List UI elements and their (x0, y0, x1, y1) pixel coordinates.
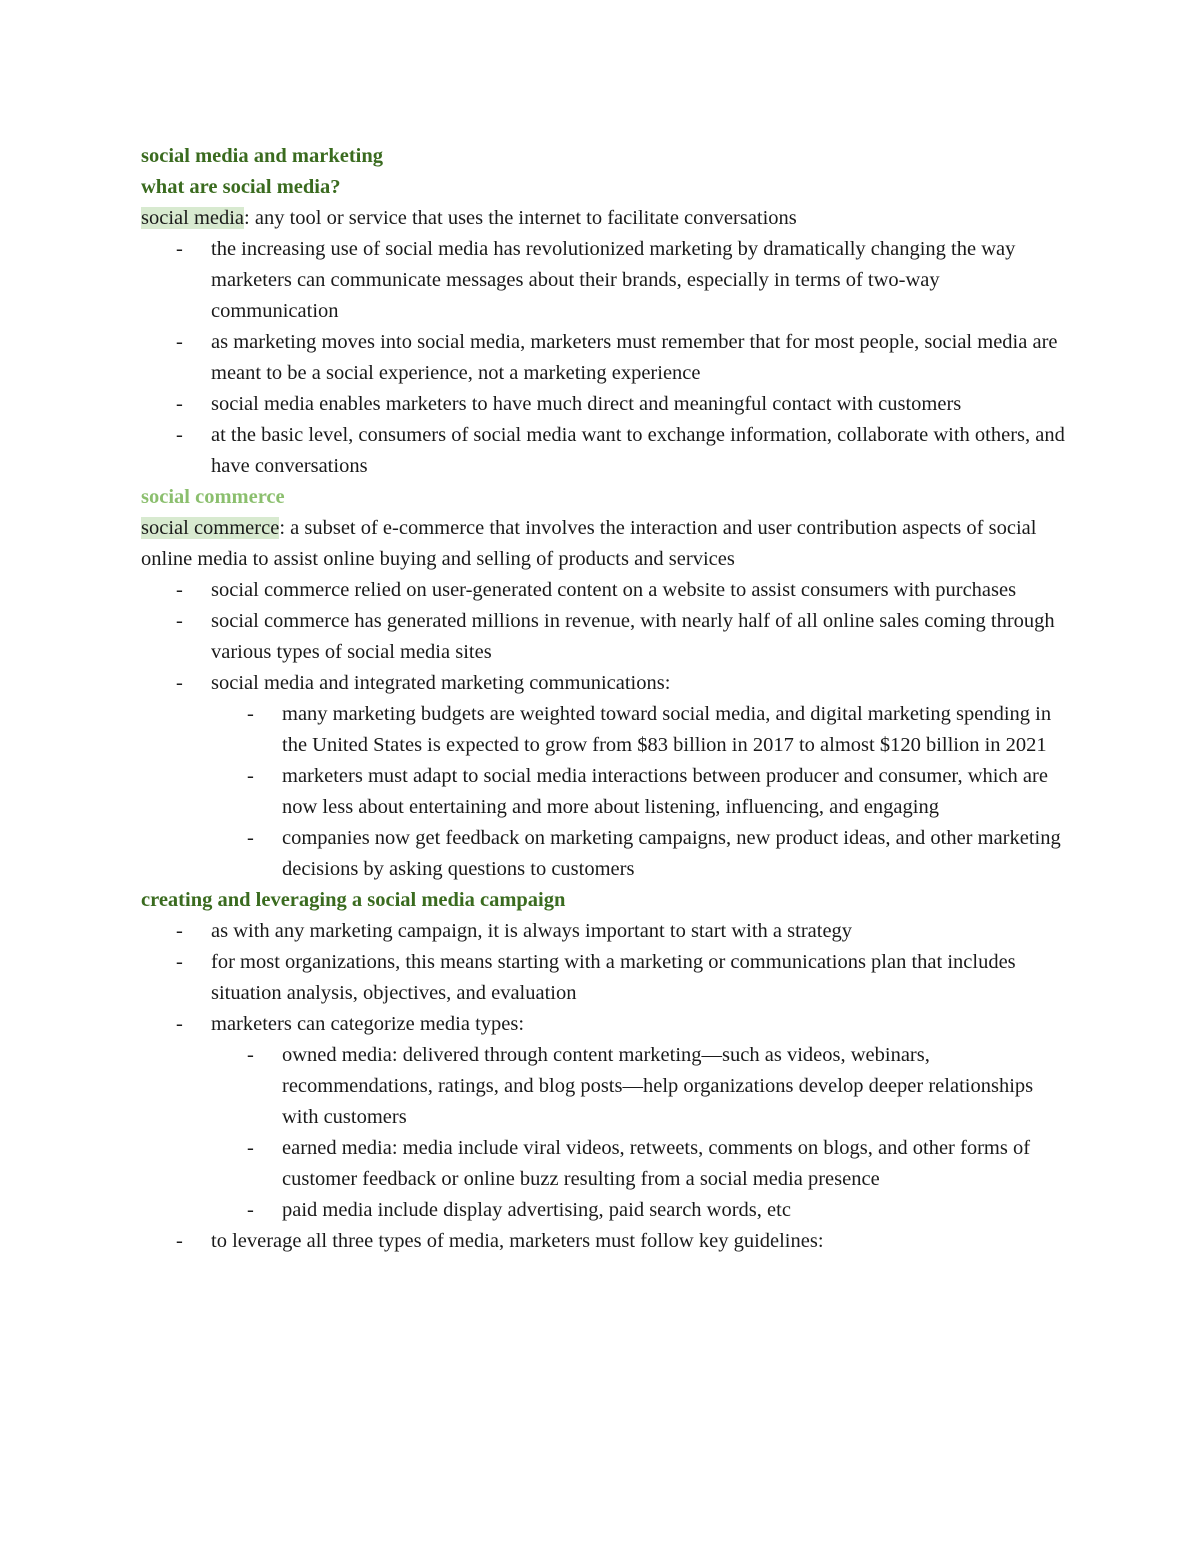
highlighted-term: social media (141, 207, 245, 229)
list-item (141, 327, 1071, 389)
dash-marker: - (176, 424, 183, 446)
list-item-text: social media enables marketers to have much direct and meaningful contact with customers (211, 393, 962, 415)
dash-marker: - (247, 1199, 254, 1221)
section-heading-campaign: creating and leveraging a social media campaign (141, 889, 566, 911)
list-item-text: the increasing use of social media has revolutionized marketing by dramatically changing the way marketers can communicate messages about their brands, especially in terms of two-way communication (211, 238, 1016, 322)
list-item (141, 606, 1071, 668)
list-item-text: companies now get feedback on marketing campaigns, new product ideas, and other marketing decisions by asking questions to customers (282, 827, 1061, 880)
list-item (141, 389, 1071, 420)
list-item (141, 947, 1071, 1009)
section-heading-social-media: what are social media? (141, 176, 341, 198)
definition-text: : a subset of e-commerce that involves the interaction and user contribution aspects of social online media to assist online buying and selling of products and services (141, 517, 1037, 570)
dash-marker: - (176, 610, 183, 632)
dash-marker: - (247, 1137, 254, 1159)
sub-list-item (141, 1040, 1071, 1133)
definition-social-media (141, 203, 1071, 234)
dash-marker: - (176, 331, 183, 353)
dash-marker: - (176, 238, 183, 260)
dash-marker: - (176, 579, 183, 601)
sub-list-item (141, 1195, 1071, 1226)
list-item (141, 1009, 1071, 1040)
list-item-text: paid media include display advertising, paid search words, etc (282, 1199, 791, 1221)
list-item (141, 1226, 1071, 1257)
list-item (141, 575, 1071, 606)
list-item-text: marketers can categorize media types: (211, 1013, 525, 1035)
list-item-text: owned media: delivered through content marketing—such as videos, webinars, recommendations, ratings, and blog posts—help organizations develop deeper relationships with customers (282, 1044, 1034, 1128)
sub-list-item (141, 761, 1071, 823)
list-item (141, 234, 1071, 327)
list-item (141, 668, 1071, 699)
list-item-text: many marketing budgets are weighted toward social media, and digital marketing spending in the United States is expected to grow from $83 billion in 2017 to almost $120 billion in 2021 (282, 703, 1052, 756)
dash-marker: - (176, 1230, 183, 1252)
list-item-text: marketers must adapt to social media interactions between producer and consumer, which are now less about entertaining and more about listening, influencing, and engaging (282, 765, 1048, 818)
dash-marker: - (176, 951, 183, 973)
bullet-list (141, 234, 1071, 482)
dash-marker: - (247, 827, 254, 849)
highlighted-term: social commerce (141, 517, 280, 539)
dash-marker: - (176, 672, 183, 694)
bullet-list (141, 916, 1071, 1257)
list-item-text: for most organizations, this means starting with a marketing or communications plan that includes situation analysis, objectives, and evaluation (211, 951, 1016, 1004)
dash-marker: - (176, 1013, 183, 1035)
document-title: social media and marketing (141, 145, 384, 167)
list-item-text: earned media: media include viral videos, retweets, comments on blogs, and other forms of customer feedback or online buzz resulting from a social media presence (282, 1137, 1031, 1190)
list-item-text: social commerce relied on user-generated content on a website to assist consumers with purchases (211, 579, 1017, 601)
document-page (141, 141, 1071, 1257)
dash-marker: - (247, 765, 254, 787)
list-item-text: as with any marketing campaign, it is always important to start with a strategy (211, 920, 853, 942)
list-item-text: social commerce has generated millions in revenue, with nearly half of all online sales coming through various types of social media sites (211, 610, 1055, 663)
definition-text: : any tool or service that uses the internet to facilitate conversations (244, 207, 797, 229)
bullet-list (141, 575, 1071, 885)
dash-marker: - (176, 920, 183, 942)
dash-marker: - (247, 703, 254, 725)
section-heading-social-commerce: social commerce (141, 486, 285, 508)
definition-social-commerce (141, 513, 1071, 575)
sub-list-item (141, 823, 1071, 885)
sub-list-item (141, 699, 1071, 761)
sub-list-item (141, 1133, 1071, 1195)
list-item-text: social media and integrated marketing communications: (211, 672, 671, 694)
list-item (141, 420, 1071, 482)
dash-marker: - (247, 1044, 254, 1066)
list-item-text: to leverage all three types of media, marketers must follow key guidelines: (211, 1230, 824, 1252)
dash-marker: - (176, 393, 183, 415)
list-item-text: at the basic level, consumers of social media want to exchange information, collaborate with others, and have conversations (211, 424, 1065, 477)
list-item-text: as marketing moves into social media, marketers must remember that for most people, social media are meant to be a social experience, not a marketing experience (211, 331, 1058, 384)
list-item (141, 916, 1071, 947)
